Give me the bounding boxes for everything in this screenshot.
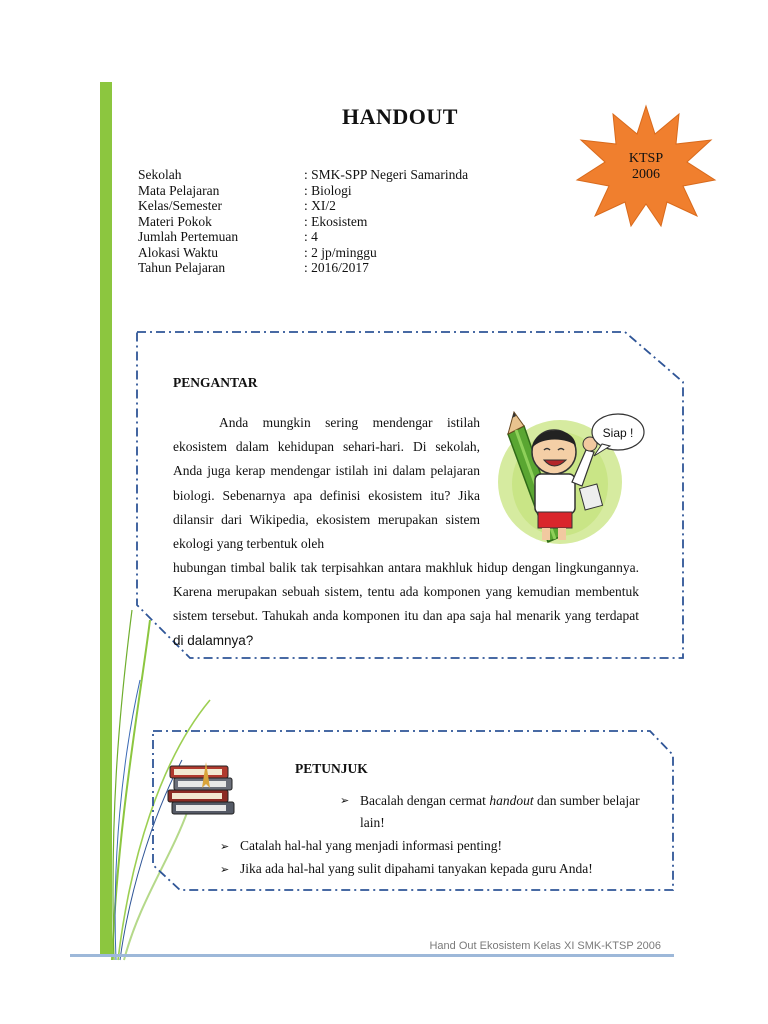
- petunjuk-heading: PETUNJUK: [295, 761, 368, 776]
- page-footer: Hand Out Ekosistem Kelas XI SMK-KTSP 2006: [429, 940, 661, 952]
- petunjuk-item-1: [340, 790, 660, 834]
- info-label: Materi Pokok: [138, 213, 212, 229]
- info-value: : Biologi: [304, 182, 352, 198]
- footer-rule: [70, 954, 674, 957]
- petunjuk-item-text: Jika ada hal-hal yang sulit dipahami tanyakan kepada guru Anda!: [240, 861, 593, 876]
- speech-bubble-text: Siap !: [602, 426, 634, 440]
- pengantar-text-full: hubungan timbal balik tak terpisahkan antara makhluk hidup dengan lingkungannya. Karena merupakan sebuah sistem, tentu ada komponen yang kemudian membentuk sistem tersebut. Tahukah anda komponen itu dan apa saja hal menarik yang terdapat: [173, 560, 639, 624]
- petunjuk-list-lower: [220, 835, 660, 881]
- petunjuk-item-3: [220, 858, 660, 881]
- petunjuk-item-2: [220, 835, 660, 858]
- petunjuk-item-text: [360, 790, 660, 834]
- petunjuk-item-emph: handout: [489, 793, 534, 808]
- page-title: HANDOUT: [342, 104, 458, 129]
- info-label: Alokasi Waktu: [138, 244, 219, 260]
- pengantar-text-wrapped: Anda mungkin sering mendengar istilah ekosistem dalam kehidupan sehari-hari. Di sekolah, Anda juga kerap mendengar istilah ini dalam pelajaran biologi. Sebenarnya apa definisi ekosistem itu? Jika dilansir dari Wikipedia, ekosistem merupakan sistem ekologi yang terbentuk oleh: [173, 415, 480, 552]
- petunjuk-item-after: dan sumber belajar lain!: [360, 793, 640, 830]
- info-label: Mata Pelajaran: [138, 182, 220, 198]
- pengantar-paragraph: [173, 411, 480, 556]
- books-stack-icon: [166, 758, 242, 820]
- info-value: : SMK-SPP Negeri Samarinda: [304, 167, 469, 182]
- info-value: : Ekosistem: [304, 213, 368, 229]
- arrow-bullet-icon: ➢: [340, 794, 350, 807]
- pengantar-paragraph-continued: [173, 556, 639, 653]
- pengantar-text-end: di dalamnya?: [173, 632, 254, 648]
- pengantar-heading: PENGANTAR: [173, 375, 258, 390]
- badge-line-1: KTSP: [628, 151, 664, 166]
- info-label: Jumlah Pertemuan: [138, 229, 239, 244]
- petunjuk-item-text: Catalah hal-hal yang menjadi informasi penting!: [240, 838, 503, 853]
- info-value: : XI/2: [304, 198, 336, 213]
- info-label: Kelas/Semester: [138, 198, 222, 213]
- petunjuk-list-item: [340, 790, 660, 834]
- student-pencil-illustration: [490, 404, 650, 550]
- badge-line-2: 2006: [632, 167, 660, 182]
- info-label: Tahun Pelajaran: [138, 260, 226, 275]
- pengantar-text-line: [173, 556, 639, 653]
- info-value: : 2 jp/minggu: [304, 244, 377, 260]
- arrow-bullet-icon: ➢: [220, 863, 230, 876]
- info-value: : 2016/2017: [304, 260, 369, 275]
- arrow-bullet-icon: ➢: [220, 840, 230, 853]
- petunjuk-item-before: Bacalah dengan cermat: [360, 793, 490, 808]
- info-value: : 4: [304, 229, 318, 244]
- info-label: Sekolah: [138, 167, 182, 182]
